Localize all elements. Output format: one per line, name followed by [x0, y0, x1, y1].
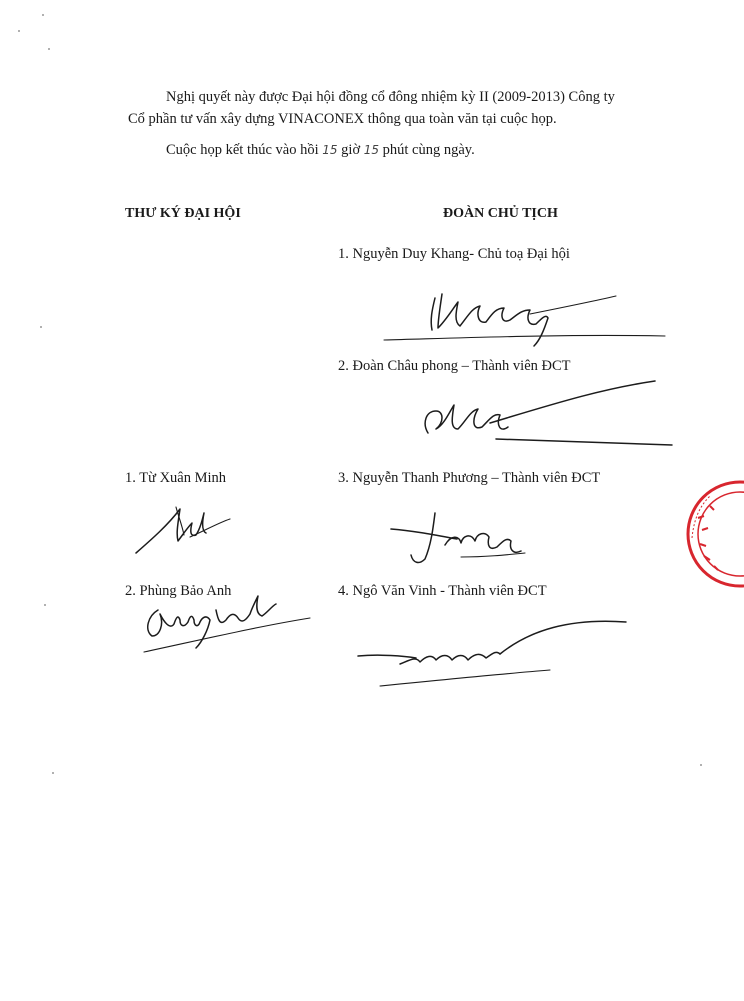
closing-hour: 15	[322, 143, 338, 157]
scan-speck	[700, 764, 702, 766]
company-seal-stamp	[680, 478, 744, 598]
closing-mid: giờ	[341, 142, 361, 158]
resolution-line-1: Nghị quyết này được Đại hội đồng cổ đông nhiệm kỳ II (2009-2013) Công ty	[166, 89, 615, 105]
presidium-member-4: 4. Ngô Văn Vinh - Thành viên ĐCT	[338, 583, 547, 599]
closing-suffix: phút cùng ngày.	[382, 142, 475, 158]
resolution-line-2: Cổ phần tư vấn xây dựng VINACONEX thông qua toàn văn tại cuộc họp.	[128, 111, 557, 127]
signature-presidium-2	[410, 375, 680, 455]
scan-speck	[42, 14, 44, 16]
scan-speck	[40, 326, 42, 328]
signature-presidium-4	[350, 610, 640, 695]
secretariat-member-2: 2. Phùng Bảo Anh	[125, 583, 232, 599]
scan-speck	[52, 772, 54, 774]
scan-speck	[44, 604, 46, 606]
closing-line	[166, 141, 475, 159]
secretariat-heading: THƯ KÝ ĐẠI HỘI	[125, 206, 241, 221]
signature-secretariat-1	[130, 495, 240, 560]
closing-minute: 15	[363, 143, 380, 157]
presidium-member-3: 3. Nguyễn Thanh Phương – Thành viên ĐCT	[338, 470, 601, 486]
scan-speck	[48, 48, 50, 50]
presidium-member-1: 1. Nguyễn Duy Khang- Chủ toạ Đại hội	[338, 246, 570, 262]
secretariat-member-1: 1. Từ Xuân Minh	[125, 470, 227, 486]
signature-presidium-1	[380, 280, 670, 350]
closing-prefix: Cuộc họp kết thúc vào hồi	[166, 142, 319, 158]
signature-presidium-3	[385, 505, 545, 570]
presidium-member-2: 2. Đoàn Châu phong – Thành viên ĐCT	[338, 358, 571, 374]
signature-secretariat-2	[140, 590, 315, 660]
presidium-heading: ĐOÀN CHỦ TỊCH	[443, 206, 558, 221]
scan-speck	[18, 30, 20, 32]
